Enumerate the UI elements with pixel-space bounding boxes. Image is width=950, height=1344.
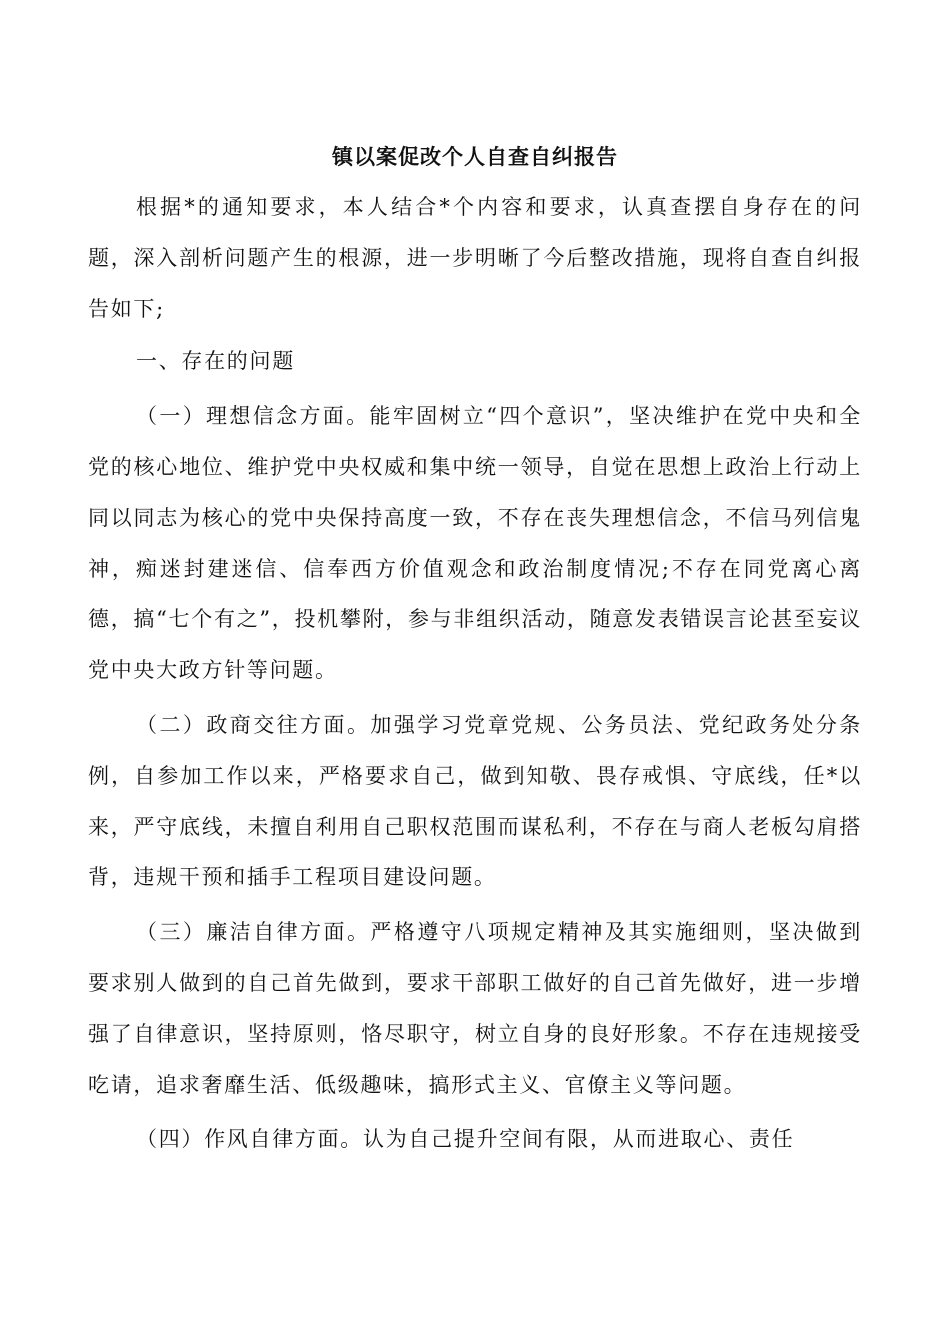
document-title: 镇以案促改个人自查自纠报告 bbox=[332, 144, 618, 169]
paragraph-ideals: （一）理想信念方面。能牢固树立“四个意识”，坚决维护在党中央和全党的核心地位、维护党中央权威和集中统一领导，自觉在思想上政治上行动上同以同志为核心的党中央保持高度一致，不存在丧失理想信念，不信马列信鬼神，痴迷封建迷信、信奉西方价值观念和政治制度情况;不存在同党离心离德，搞“七个有之”，投机攀附，参与非组织活动，随意发表错误言论甚至妄议党中央大政方针等问题。 bbox=[88, 404, 862, 683]
section-heading: 一、存在的问题 bbox=[136, 349, 295, 374]
intro-paragraph: 根据*的通知要求，本人结合*个内容和要求，认真查摆自身存在的问题，深入剖析问题产生的根源，进一步明晰了今后整改措施，现将自查自纠报告如下; bbox=[88, 195, 862, 321]
paragraph-business-relations: （二）政商交往方面。加强学习党章党规、公务员法、党纪政务处分条例，自参加工作以来，严格要求自己，做到知敬、畏存戒惧、守底线，任*以来，严守底线，未擅自利用自己职权范围而谋私利，不存在与商人老板勾肩搭背，违规干预和插手工程项目建设问题。 bbox=[88, 712, 862, 890]
paragraph-integrity: （三）廉洁自律方面。严格遵守八项规定精神及其实施细则，坚决做到要求别人做到的自己首先做到，要求干部职工做好的自己首先做好，进一步增强了自律意识，坚持原则，恪尽职守，树立自身的良好形象。不存在违规接受吃请，追求奢靡生活、低级趣味，搞形式主义、官僚主义等问题。 bbox=[88, 920, 862, 1097]
document-page bbox=[88, 128, 862, 1165]
paragraph-work-style: （四）作风自律方面。认为自己提升空间有限，从而进取心、责任 bbox=[136, 1127, 795, 1152]
